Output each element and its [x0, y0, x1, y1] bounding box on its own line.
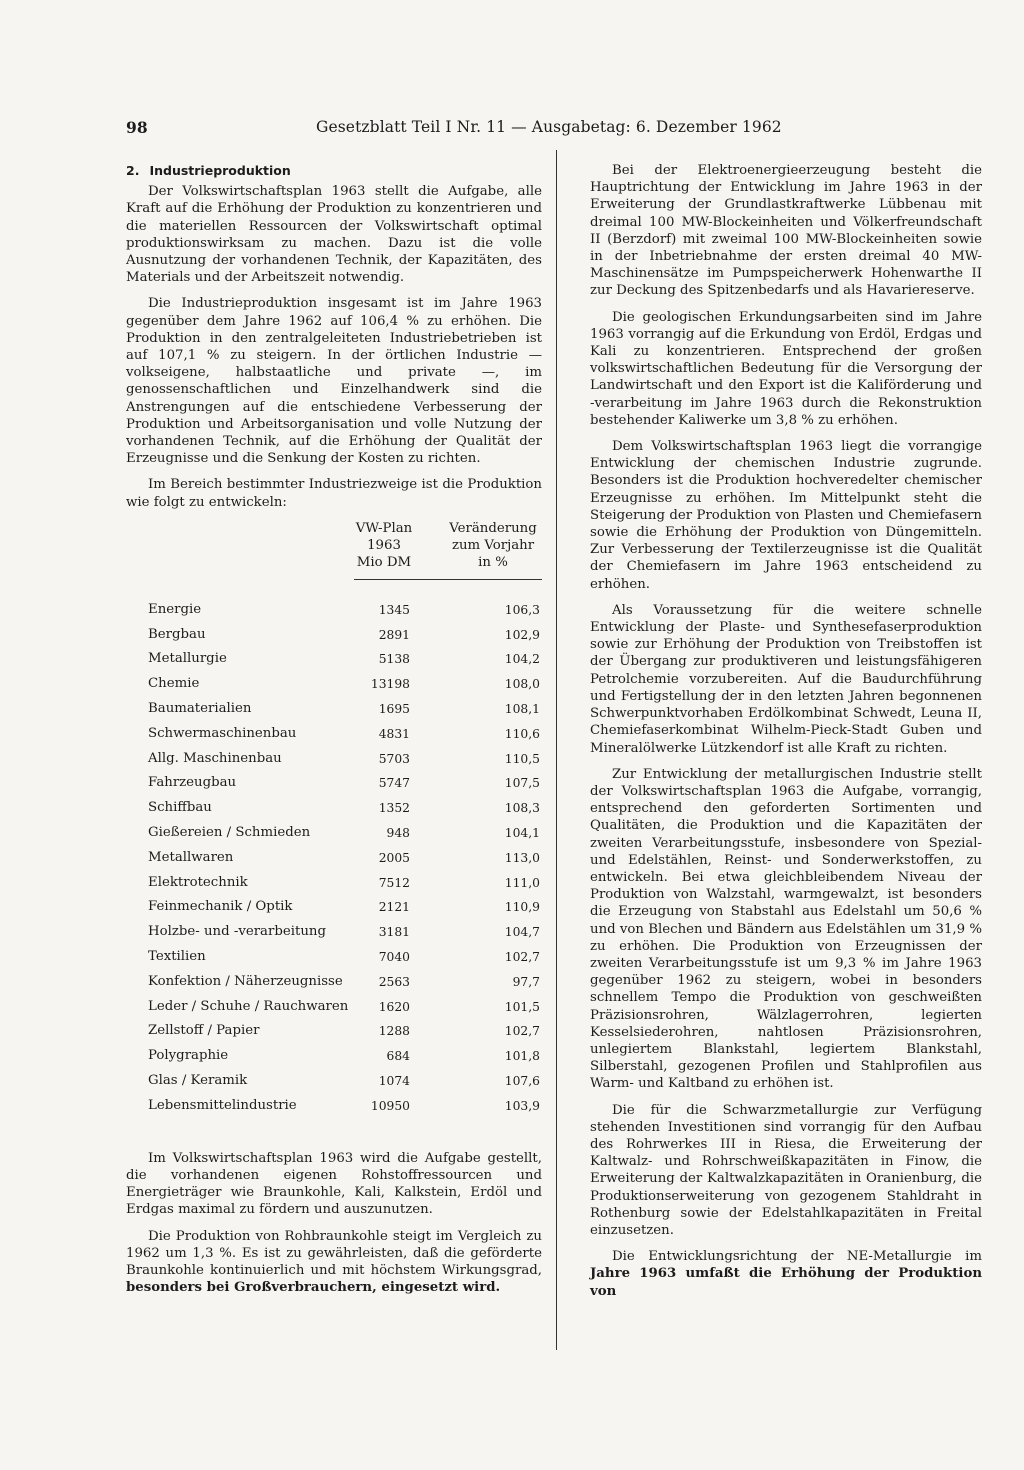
paragraph: Bei der Elektroenergieerzeugung besteht die Hauptrichtung der Entwicklung im Jahre 1963 in der Erweiterung der Grundlastkraftwerke Lübbenau mit dreimal 100 MW-Blockeinheiten und Völkerfreundschaft II (Berzdorf) mit zweimal 100 MW-Blockeinheiten sowie in der Inbetriebnahme der ersten dreimal 40 MW-Maschinensätze im Pumpspeicherwerk Hohenwarthe II zur Deckung des Spitzenbedarfs und als Havariereserve.	[590, 163, 982, 299]
row-change-value: 110,5	[504, 751, 540, 766]
row-plan-value: 1620	[378, 999, 410, 1014]
table-row	[148, 1021, 540, 1041]
paragraph-bold-text: besonders bei Großverbrauchern, eingesetzt wird.	[126, 1280, 501, 1296]
table-row	[148, 724, 540, 744]
table-row	[148, 1046, 540, 1066]
row-change-value: 107,6	[504, 1074, 540, 1089]
row-plan-value: 1288	[378, 1024, 410, 1039]
paragraph-text: Die Produktion von Rohbraunkohle steigt im Vergleich zu 1962 um 1,3 %. Es ist zu gewährleisten, daß die geförderte Braunkohle kontinuierlich und mit höchstem Wirkungsgrad,	[126, 1228, 542, 1279]
row-plan-value: 1695	[378, 702, 410, 717]
row-label: Polygraphie	[148, 1048, 229, 1064]
paragraph: Die geologischen Erkundungsarbeiten sind im Jahre 1963 vorrangig auf die Erkundung von Erdöl, Erdgas und Kali zu konzentrieren. Entsprechend der großen volkswirtschaftlichen Bedeutung für die Versorgung der Landwirtschaft und den Export ist die Kaliförderung und -verarbeitung im Jahre 1963 durch die Rekonstruktion bestehender Kaliwerke um 3,8 % zu erhöhen.	[590, 309, 982, 428]
column-divider	[556, 150, 557, 1350]
row-label: Feinmechanik / Optik	[148, 899, 293, 915]
paragraph	[590, 1248, 982, 1300]
row-label: Baumaterialien	[148, 701, 252, 717]
paragraph: Dem Volkswirtschaftsplan 1963 liegt die vorrangige Entwicklung der chemischen Industrie zugrunde. Besonders ist die Produktion hochveredelter chemischer Erzeugnisse zu erhöhen. Im Mittelpunkt steht die Steigerung der Produktion von Plasten und Chemiefasern sowie die Erhöhung der Produktion von Düngemitteln. Zur Verbesserung der Textilerzeugnisse ist die Qualität der Chemiefasern im Jahre 1963 entscheidend zu erhöhen.	[590, 439, 982, 592]
paragraph: Zur Entwicklung der metallurgischen Industrie stellt der Volkswirtschaftsplan 1963 die Aufgabe, vorrangig, entsprechend den geforderten Sortimenten und Qualitäten, die Produktion und die Kapazitäten der zweiten Verarbeitungsstufe, insbesondere von Spezial- und Edelstählen, Reinst- und Sonderwerkstoffen, zu entwickeln. Bei etwa gleichbleibendem Niveau der Produktion von Walzstahl, warmgewalzt, ist besonders die Erzeugung von Stabstahl aus Edelstahl um 50,6 % und von Blechen und Bändern aus Edelstählen um 31,9 % zu erhöhen. Die Produktion von Erzeugnissen der zweiten Verarbeitungsstufe ist um 9,3 % im Jahre 1963 gegenüber 1962 zu steigern, wobei in besonders schnellem Tempo die Produktion von geschweißten Präzisionsrohren, Wälzlagerrohren, legierten Kesselsiederohren, nahtlosen Präzisionsrohren, unlegiertem Blankstahl, legiertem Blankstahl, Silberstahl, gezogenen Profilen und Stahlprofilen aus Warm- und Kaltband zu erhöhen ist.	[590, 766, 982, 1092]
row-label: Chemie	[148, 676, 200, 692]
row-change-value: 104,1	[504, 826, 540, 841]
paragraph: Als Voraussetzung für die weitere schnelle Entwicklung der Plaste- und Synthesefaserproduktion sowie zur Erhöhung der Produktion von Treibstoffen ist der Übergang zur produktiveren und leistungsfähigeren Petrolchemie vorzubereiten. Auf die Baudurchführung und Fertigstellung der in den letzten Jahren begonnenen Schwerpunktvorhaben Erdölkombinat Schwedt, Leuna II, Chemiefaserkombinat Wilhelm-Pieck-Stadt Guben und Mineralölwerke Lützkendorf ist alle Kraft zu richten.	[590, 602, 982, 756]
section-number: 2.	[126, 163, 140, 178]
row-label: Zellstoff / Papier	[148, 1023, 260, 1039]
paragraph: Im Bereich bestimmter Industriezweige ist die Produktion wie folgt zu entwickeln:	[126, 477, 542, 510]
table-row	[148, 649, 540, 669]
table-row	[148, 823, 540, 843]
row-plan-value: 2891	[378, 627, 410, 642]
table-row	[148, 972, 540, 992]
table-row	[148, 1096, 540, 1116]
row-change-value: 101,5	[504, 999, 540, 1014]
paragraph-text: Die Entwicklungsrichtung der NE-Metallurgie im	[612, 1249, 982, 1265]
row-plan-value: 948	[386, 826, 410, 841]
table-row	[148, 674, 540, 694]
row-change-value: 111,0	[504, 875, 540, 890]
row-change-value: 113,0	[504, 850, 540, 865]
row-change-value: 103,9	[504, 1098, 540, 1113]
paragraph: Die für die Schwarzmetallurgie zur Verfügung stehenden Investitionen sind vorrangig für den Aufbau des Rohrwerkes III in Riesa, die Erweiterung der Kaltwalz- und Rohrschweißkapazitäten in Finow, die Erweiterung der Kaltwalzkapazitäten in Oranienburg, die Produktionserweiterung von gezogenem Stahldraht in Rothenburg sowie der Edelstahlkapazitäten in Freital einzusetzen.	[590, 1102, 982, 1238]
row-change-value: 101,8	[504, 1049, 540, 1064]
row-plan-value: 7512	[378, 875, 410, 890]
row-label: Lebensmittelindustrie	[148, 1097, 297, 1113]
header-rule	[354, 579, 542, 580]
row-label: Schiffbau	[148, 800, 212, 816]
row-plan-value: 2121	[378, 900, 410, 915]
header-title: Gesetzblatt Teil I Nr. 11 — Ausgabetag: 6. Dezember 1962	[316, 118, 782, 136]
row-plan-value: 1074	[378, 1074, 410, 1089]
paragraph: Im Volkswirtschaftsplan 1963 wird die Aufgabe gestellt, die vorhandenen eigenen Rohstoffressourcen und Energieträger wie Braunkohle, Kali, Kalkstein, Erdöl und Erdgas maximal zu fördern und auszunutzen.	[126, 1150, 542, 1218]
table-row	[148, 873, 540, 893]
row-change-value: 97,7	[512, 974, 540, 989]
row-label: Energie	[148, 601, 202, 617]
row-label: Konfektion / Näherzeugnisse	[148, 973, 343, 989]
section-title: Industrieproduktion	[149, 163, 291, 178]
row-change-value: 104,2	[504, 652, 540, 667]
row-plan-value: 2005	[378, 850, 410, 865]
paragraph: Der Volkswirtschaftsplan 1963 stellt die Aufgabe, alle Kraft auf die Erhöhung der Produktion zu konzentrieren und die materiellen Ressourcen der Volkswirtschaft optimal produktionswirksam zu machen. Dazu ist die volle Ausnutzung der vorhandenen Technik, der Kapazitäten, des Materials und der Arbeitszeit notwendig.	[126, 184, 542, 286]
row-change-value: 102,7	[504, 950, 540, 965]
row-label: Metallurgie	[148, 651, 227, 667]
table-row	[148, 1071, 540, 1091]
row-label: Glas / Keramik	[148, 1073, 248, 1089]
row-label: Fahrzeugbau	[148, 775, 237, 791]
row-plan-value: 7040	[378, 950, 410, 965]
row-label: Holzbe- und -verarbeitung	[148, 924, 326, 940]
table-row	[148, 997, 540, 1017]
column-header-plan: VW-Plan 1963 Mio DM	[355, 520, 413, 571]
row-change-value: 104,7	[504, 925, 540, 940]
table-row	[148, 773, 540, 793]
table-row	[148, 897, 540, 917]
row-change-value: 110,6	[504, 726, 540, 741]
row-plan-value: 5703	[378, 751, 410, 766]
row-label: Leder / Schuhe / Rauchwaren	[148, 998, 349, 1014]
row-plan-value: 13198	[370, 677, 410, 692]
row-plan-value: 4831	[378, 726, 410, 741]
row-plan-value: 3181	[378, 925, 410, 940]
row-change-value: 107,5	[504, 776, 540, 791]
row-plan-value: 684	[386, 1049, 410, 1064]
row-change-value: 108,1	[504, 702, 540, 717]
row-plan-value: 2563	[378, 974, 410, 989]
row-plan-value: 1345	[378, 602, 410, 617]
left-column	[126, 162, 542, 1305]
table-row	[148, 699, 540, 719]
row-plan-value: 5138	[378, 652, 410, 667]
row-change-value: 110,9	[504, 900, 540, 915]
table-row	[148, 600, 540, 620]
row-label: Gießereien / Schmieden	[148, 825, 311, 841]
page-header	[126, 118, 784, 140]
row-label: Schwermaschinenbau	[148, 725, 297, 741]
paragraph: Die Industrieproduktion insgesamt ist im Jahre 1963 gegenüber dem Jahre 1962 auf 106,4 % zu erhöhen. Die Produktion in den zentralgeleiteten Industriebetrieben ist auf 107,1 % zu steigern. In der örtlichen Industrie — volkseigene, halbstaatliche und private —, im genossenschaftlichen und Einzelhandwerk sind die Anstrengungen auf die entschiedene Verbesserung der Produktion und Arbeitsorganisation und volle Nutzung der vorhandenen Technik, auf die Erhöhung der Qualität der Erzeugnisse und die Senkung der Kosten zu richten.	[126, 296, 542, 467]
row-change-value: 102,7	[504, 1024, 540, 1039]
row-plan-value: 1352	[378, 801, 410, 816]
table-row	[148, 922, 540, 942]
row-label: Metallwaren	[148, 849, 234, 865]
table-row	[148, 848, 540, 868]
paragraph-bold-text: Jahre 1963 umfaßt die Erhöhung der Produktion von	[590, 1266, 982, 1299]
row-change-value: 108,0	[504, 677, 540, 692]
right-column	[590, 162, 982, 1309]
row-change-value: 106,3	[504, 602, 540, 617]
row-label: Allg. Maschinenbau	[148, 750, 282, 766]
table-row	[148, 625, 540, 645]
section-heading	[126, 162, 542, 179]
production-table	[126, 520, 542, 1140]
row-label: Bergbau	[148, 626, 206, 642]
row-label: Textilien	[148, 949, 206, 965]
row-plan-value: 5747	[378, 776, 410, 791]
paragraph	[126, 1228, 542, 1297]
row-change-value: 108,3	[504, 801, 540, 816]
table-row	[148, 947, 540, 967]
row-change-value: 102,9	[504, 627, 540, 642]
row-label: Elektrotechnik	[148, 874, 248, 890]
page-number: 98	[126, 118, 148, 137]
table-row	[148, 749, 540, 769]
table-row	[148, 798, 540, 818]
row-plan-value: 10950	[370, 1098, 410, 1113]
column-header-change: Veränderung zum Vorjahr in %	[449, 520, 537, 571]
